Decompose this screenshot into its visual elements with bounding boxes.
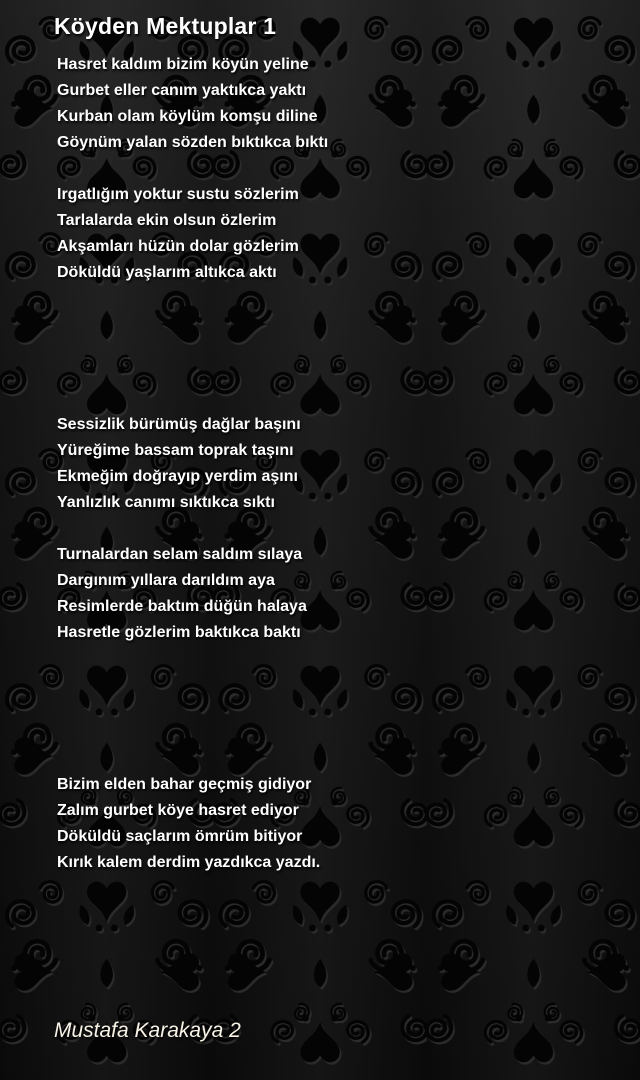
poem-line: Sessizlik bürümüş dağlar başını (57, 416, 301, 433)
poem-line: Kırık kalem derdim yazdıkca yazdı. (57, 854, 321, 871)
stanza-1 (57, 52, 577, 156)
poem-line: Zalım gurbet köye hasret ediyor (57, 802, 299, 819)
stanza-4 (57, 542, 577, 646)
poem-line: Tarlalarda ekin olsun özlerim (57, 212, 277, 229)
poem-line: Bizim elden bahar geçmiş gidiyor (57, 776, 312, 793)
poem-title: Köyden Mektuplar 1 (54, 13, 277, 39)
poem-line: Hasret kaldım bizim köyün yeline (57, 56, 309, 73)
poem-line: Kurban olam köylüm komşu diline (57, 108, 318, 125)
poem-line: Hasretle gözlerim baktıkca baktı (57, 624, 301, 641)
poem-line: Gurbet eller canım yaktıkca yaktı (57, 82, 307, 99)
stanza-2 (57, 182, 577, 286)
poem-line: Resimlerde baktım düğün halaya (57, 598, 307, 615)
poem-line: Yanlızlık canımı sıktıkca sıktı (57, 494, 275, 511)
poem-body (57, 52, 577, 876)
stanza-3 (57, 412, 577, 516)
poem-line: Akşamları hüzün dolar gözlerim (57, 238, 299, 255)
poem-line: Irgatlığım yoktur sustu sözlerim (57, 186, 299, 203)
poem-line: Ekmeğim doğrayıp yerdim aşını (57, 468, 298, 485)
poem-line: Yüreğime bassam toprak taşını (57, 442, 294, 459)
poem-line: Göynüm yalan sözden bıktıkca bıktı (57, 134, 329, 151)
poet-name: Mustafa Karakaya 2 (54, 1019, 241, 1042)
poem-line: Turnalardan selam saldım sılaya (57, 546, 303, 563)
stanza-5 (57, 772, 577, 876)
poem-line: Döküldü saçlarım ömrüm bitiyor (57, 828, 303, 845)
poem-line: Döküldü yaşlarım altıkca aktı (57, 264, 277, 281)
poem-line: Dargınım yıllara darıldım aya (57, 572, 275, 589)
